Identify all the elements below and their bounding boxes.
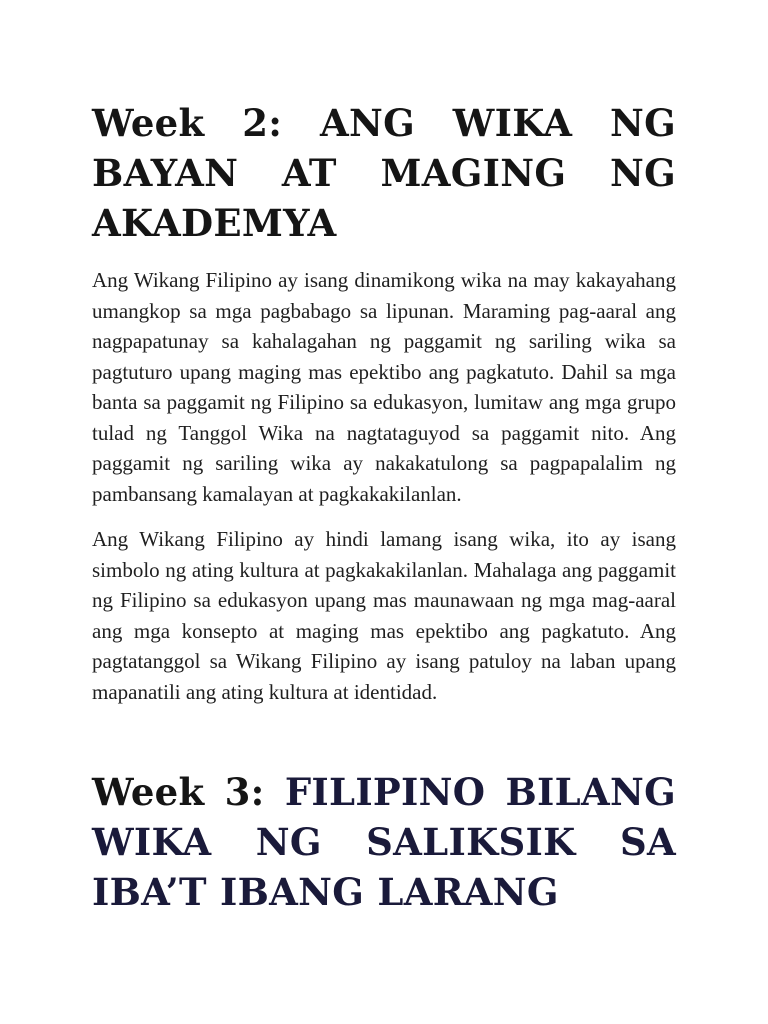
week3-heading xyxy=(92,767,676,917)
week2-paragraph-2: Ang Wikang Filipino ay hindi lamang isang wika, ito ay isang simbolo ng ating kultura at pagkakakilanlan. Mahalaga ang paggamit ng Filipino sa edukasyon upang mas maunawaan ng mga mag-aaral ang mga konsepto at maging mas epektibo ang pagkatuto. Ang pagtatanggol sa Wikang Filipino ay isang patuloy na laban upang mapanatili ang ating kultura at identidad. xyxy=(92,527,676,704)
week3-title: FILIPINO BILANG WIKA NG SALIKSIK SA IBA’T IBANG LARANG xyxy=(92,770,677,914)
week2-title: ANG WIKA NG BAYAN AT MAGING NG AKADEMYA xyxy=(92,101,676,245)
week2-heading xyxy=(92,98,676,248)
week2-label: Week 2: xyxy=(92,101,283,145)
week3-label: Week 3: xyxy=(92,770,265,814)
week2-paragraph-1: Ang Wikang Filipino ay isang dinamikong wika na may kakayahang umangkop sa mga pagbabago sa lipunan. Maraming pag-aaral ang nagpapatunay sa kahalagahan ng paggamit ng sariling wika sa pagtuturo upang maging mas epektibo ang pagkatuto. Dahil sa mga banta sa paggamit ng Filipino sa edukasyon, lumitaw ang mga grupo tulad ng Tanggol Wika na nagtataguyod sa paggamit nito. Ang paggamit ng sariling wika ay nakakatulong sa pagpapalalim ng pambansang kamalayan at pagkakakilanlan. xyxy=(92,268,676,506)
